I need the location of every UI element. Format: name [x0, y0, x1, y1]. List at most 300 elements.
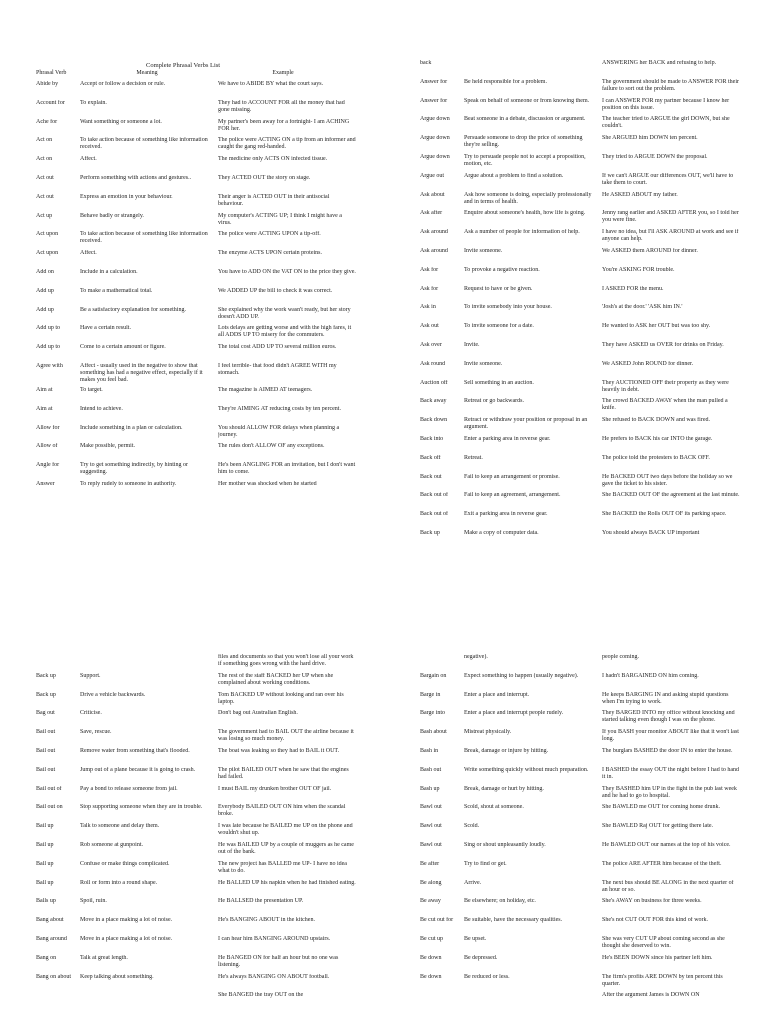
phrasal-verb-cell: Abide by: [36, 81, 59, 87]
example-cell: He ASKED ABOUT my father.: [602, 191, 678, 198]
phrasal-verb-cell: Back off: [420, 454, 441, 461]
phrasal-verb-cell: Ball up: [36, 879, 54, 886]
table-row: [36, 462, 356, 481]
example-cell: You should always BACK UP important: [602, 529, 700, 536]
table-row: [420, 955, 740, 974]
meaning-cell: [464, 60, 602, 79]
phrasal-verb-cell: Aim at: [36, 405, 53, 412]
phrasal-verb-cell: Auction off: [420, 379, 448, 386]
phrasal-verb-cell: Back up: [420, 529, 440, 536]
table-row: [420, 361, 740, 380]
meaning-cell: Sing or shout unpleasantly loudly.: [464, 841, 546, 848]
meaning-cell: Be held responsible for a problem.: [464, 78, 547, 85]
example-cell: Lots delays are getting worse and with the high fares, it all ADDS UP TO misery for the commuters.: [218, 325, 352, 339]
example-cell: You should ALLOW FOR delays when planning a journey.: [218, 424, 340, 438]
meaning-cell: Break, damage or injure by hitting.: [464, 747, 549, 754]
table-row: [420, 511, 740, 530]
meaning-cell: Enter a place and interrupt people rudely.: [464, 710, 564, 717]
example-cell: We ASKED them AROUND for dinner.: [602, 247, 698, 254]
meaning-cell: Include something in a plan or calculation.: [80, 424, 183, 431]
bottom-right-rows: [420, 654, 740, 1011]
phrasal-verb-cell: Act on: [36, 156, 53, 163]
example-cell: He's been ANGLING FOR an invitation, but I don't want him to come.: [218, 462, 356, 476]
table-row: [36, 81, 356, 100]
phrasal-verb-cell: Argue down: [420, 116, 450, 123]
table-row: [420, 210, 740, 229]
bottom-right-panel: [420, 654, 740, 1011]
phrasal-verb-cell: Ache for: [36, 118, 58, 125]
example-cell: He BALLED UP his napkin when he had finished eating.: [218, 879, 356, 886]
table-row: [420, 804, 740, 823]
example-cell: If we can't ARGUE our differences OUT, we'll have to take them to court.: [602, 172, 734, 186]
phrasal-verb-cell: Bash out: [420, 766, 442, 773]
phrasal-verb-cell: Be down: [420, 954, 442, 961]
meaning-cell: Invite someone.: [464, 247, 503, 254]
meaning-cell: Retreat.: [464, 454, 483, 461]
meaning-cell: Be depressed.: [464, 954, 498, 961]
phrasal-verb-cell: Answer: [36, 480, 55, 487]
example-cell: We ADDED UP the bill to check it was correct.: [218, 287, 333, 294]
meaning-cell: Request to have or be given.: [464, 285, 533, 292]
phrasal-verb-cell: Bash about: [420, 729, 447, 736]
table-row: [36, 443, 356, 462]
phrasal-verb-cell: Bail out: [36, 729, 56, 736]
meaning-cell: To take action because of something like information received.: [80, 231, 208, 245]
meaning-cell: To make a mathematical total.: [80, 287, 153, 294]
phrasal-verb-cell: Be down: [420, 973, 442, 980]
table-row: [36, 406, 356, 425]
example-cell: Everybody BAILED OUT ON him when the scandal broke.: [218, 804, 346, 818]
example-cell: I can ANSWER FOR my partner because I know her position on this issue.: [602, 97, 730, 111]
meaning-cell: To provoke a negative reaction.: [464, 266, 540, 273]
meaning-cell: Invite someone.: [464, 360, 503, 367]
table-row: [36, 387, 356, 406]
phrasal-verb-cell: Ask after: [420, 210, 443, 217]
phrasal-verb-cell: Ask out: [420, 323, 439, 330]
phrasal-verb-cell: Argue down: [420, 153, 450, 160]
table-row: [420, 530, 740, 549]
table-row: [36, 748, 356, 767]
phrasal-verb-cell: Add on: [36, 268, 54, 275]
phrasal-verb-cell: Bail out of: [36, 785, 62, 792]
table-row: [36, 936, 356, 955]
example-cell: The police were ACTING ON a tip from an informer and caught the gang red-handed.: [218, 137, 356, 151]
meaning-cell: Break, damage or hurt by hitting.: [464, 785, 544, 792]
example-cell: He BACKED OUT two days before the holiday so we gave the ticket to his sister.: [602, 473, 733, 487]
example-cell: The police were ACTING UPON a tip-off.: [218, 231, 321, 238]
table-row: [36, 786, 356, 805]
example-cell: She BAWLED Raj OUT for getting there late.: [602, 823, 714, 830]
example-cell: The government had to BAIL OUT the airline because it was losing so much money.: [218, 729, 354, 743]
example-cell: The burglars BASHED the door IN to enter the house.: [602, 747, 733, 754]
meaning-cell: Persuade someone to drop the price of something they're selling.: [464, 135, 583, 149]
phrasal-verb-cell: Balls up: [36, 898, 56, 905]
header-meaning: Meaning: [136, 70, 158, 76]
meaning-cell: Move in a place making a lot of noise.: [80, 935, 173, 942]
example-cell: She BANGED the tray OUT on the: [218, 992, 304, 999]
table-row: [36, 898, 356, 917]
meaning-cell: Pay a bond to release someone from jail.: [80, 785, 178, 792]
phrasal-verb-cell: Be cut up: [420, 935, 443, 942]
meaning-cell: Criticise.: [80, 710, 102, 717]
phrasal-verb-cell: Back up: [36, 672, 56, 679]
example-cell: She BAWLED me OUT for coming home drunk.: [602, 804, 721, 811]
meaning-cell: Scold.: [464, 823, 480, 830]
example-cell: The magazine is AIMED AT teenagers.: [218, 386, 313, 393]
table-row: [36, 955, 356, 974]
example-cell: You have to ADD ON the VAT ON to the price they give.: [218, 268, 356, 275]
phrasal-verb-cell: Aim at: [36, 386, 53, 393]
table-row: [420, 861, 740, 880]
table-row: [36, 842, 356, 861]
table-row: [36, 861, 356, 880]
meaning-cell: Retreat or go backwards.: [464, 398, 524, 405]
meaning-cell: Invite.: [464, 341, 480, 348]
meaning-cell: Try to get something indirectly, by hinting or suggesting.: [80, 462, 189, 476]
meaning-cell: Talk at great length.: [80, 954, 128, 961]
example-cell: Tom BACKED UP without looking and ran over his laptop.: [218, 691, 344, 705]
phrasal-verb-cell: Be cut out for: [420, 917, 454, 924]
example-cell: The crowd BACKED AWAY when the man pulled a knife.: [602, 398, 728, 412]
meaning-cell: Accept or follow a decision or rule.: [80, 81, 166, 87]
meaning-cell: Ask a number of people for information of help.: [464, 229, 580, 236]
meaning-cell: Enquire about someone's health, how life is going.: [464, 210, 586, 217]
table-row: [36, 307, 356, 326]
meaning-cell: Beat someone in a debate, discussion or argument.: [464, 116, 586, 123]
phrasal-verb-cell: Ask around: [420, 247, 448, 254]
phrasal-verb-cell: Back up: [36, 691, 56, 698]
meaning-cell: Mistreat physically.: [464, 729, 512, 736]
table-row: [36, 823, 356, 842]
phrasal-verb-cell: Bash in: [420, 747, 439, 754]
table-row: [420, 729, 740, 748]
table-row: [420, 173, 740, 192]
example-cell: You're ASKING FOR trouble.: [602, 266, 675, 273]
phrasal-verb-cell: Add up to: [36, 344, 60, 351]
example-cell: The pilot BAILED OUT when he saw that the engines had failed.: [218, 766, 349, 780]
table-row: [420, 710, 740, 729]
bottom-left-panel: [36, 654, 356, 1011]
meaning-cell: Argue about a problem to find a solution.: [464, 172, 564, 179]
meaning-cell: Fail to keep an agreement, arrangement.: [464, 492, 561, 499]
phrasal-verb-cell: [420, 654, 464, 673]
table-row: [420, 823, 740, 842]
phrasal-verb-cell: Bail out on: [36, 804, 63, 811]
meaning-cell: Spoil, ruin.: [80, 898, 107, 905]
table-row: [36, 767, 356, 786]
table-row: [420, 135, 740, 154]
phrasal-verb-cell: Act up: [36, 212, 53, 219]
table-row: [36, 425, 356, 444]
example-cell: She was very CUT UP about coming second as she thought she deserved to win.: [602, 935, 725, 949]
meaning-cell: [80, 992, 218, 1011]
meaning-cell: Affect.: [80, 250, 97, 257]
table-row: [420, 898, 740, 917]
meaning-cell: [464, 992, 602, 1011]
example-cell: He BANGED ON for half an hour but no one was listening.: [218, 954, 339, 968]
table-row: [36, 100, 356, 119]
meaning-cell: Speak on behalf of someone or from knowing them.: [464, 97, 590, 104]
phrasal-verb-cell: Bag out: [36, 710, 55, 717]
meaning-cell: To take action because of something like information received.: [80, 137, 208, 151]
example-cell: The teacher tried to ARGUE the girl DOWN, but she couldn't.: [602, 116, 730, 130]
table-row: [420, 974, 740, 993]
phrasal-verb-cell: Act on: [36, 137, 53, 144]
example-cell: He prefers to BACK his car INTO the garage.: [602, 435, 713, 442]
table-row: [36, 137, 356, 156]
phrasal-verb-cell: Bang around: [36, 935, 67, 942]
example-cell: They had to ACCOUNT FOR all the money that had gone missing.: [218, 99, 345, 113]
table-row: [420, 692, 740, 711]
phrasal-verb-cell: Ask about: [420, 191, 445, 198]
example-cell: 'Josh's at the door.' 'ASK him IN.': [602, 304, 683, 311]
meaning-cell: Stop supporting someone when they are in trouble.: [80, 804, 203, 811]
example-cell: They BARGED INTO my office without knocking and started talking even though I was on the phone.: [602, 710, 735, 724]
example-cell: He's always BANGING ON ABOUT football.: [218, 973, 330, 980]
phrasal-verb-cell: [36, 992, 80, 1011]
example-cell: The firm's profits ARE DOWN by ten percent this quarter.: [602, 973, 723, 987]
example-cell: I have no idea, but I'll ASK AROUND at work and see if anyone can help.: [602, 229, 739, 243]
phrasal-verb-cell: Add up: [36, 306, 54, 313]
example-cell: people coming.: [602, 654, 639, 660]
table-row: [36, 175, 356, 194]
meaning-cell: Make possible, permit.: [80, 443, 135, 450]
example-cell: She's AWAY on business for three weeks.: [602, 898, 702, 905]
table-row: [36, 974, 356, 993]
meaning-cell: Arrive.: [464, 879, 482, 886]
example-cell: The government should be made to ANSWER FOR their failure to sort out the problem.: [602, 78, 739, 92]
meaning-cell: Fail to keep an arrangement or promise.: [464, 473, 560, 480]
table-row: [420, 60, 740, 79]
meaning-cell: To invite someone for a date.: [464, 323, 534, 330]
example-cell: He BAWLED OUT our names at the top of his voice.: [602, 841, 731, 848]
meaning-cell: Scold, shout at someone.: [464, 804, 524, 811]
phrasal-verb-cell: Be after: [420, 860, 440, 867]
example-cell: ANSWERING her BACK and refusing to help.: [602, 60, 717, 66]
phrasal-verb-cell: Bail out: [36, 766, 56, 773]
table-row: [36, 194, 356, 213]
table-row: [420, 492, 740, 511]
example-cell: Don't bag out Australian English.: [218, 710, 298, 717]
top-right-panel: [420, 60, 740, 549]
phrasal-verb-cell: Be along: [420, 879, 442, 886]
phrasal-verb-cell: Ask for: [420, 285, 439, 292]
meaning-cell: Come to a certain amount or figure.: [80, 344, 166, 351]
table-row: [420, 748, 740, 767]
example-cell: We have to ABIDE BY what the court says.: [218, 81, 324, 87]
meaning-cell: Remove water from something that's flooded.: [80, 747, 190, 754]
table-row: [36, 119, 356, 138]
phrasal-verb-cell: Bail up: [36, 841, 54, 848]
table-row: [420, 842, 740, 861]
example-cell: The medicine only ACTS ON infected tissue.: [218, 156, 328, 163]
example-cell: She ARGUED him DOWN ten percent.: [602, 135, 698, 142]
example-cell: My computer's ACTING UP; I think I might have a virus.: [218, 212, 342, 226]
table-row: [420, 79, 740, 98]
meaning-cell: Roll or form into a round shape.: [80, 879, 158, 886]
table-row: [420, 267, 740, 286]
table-row: [420, 880, 740, 899]
example-cell: She explained why the work wasn't ready, but her story doesn't ADD UP.: [218, 306, 351, 320]
meaning-cell: Behave badly or strangely.: [80, 212, 144, 219]
phrasal-verb-cell: Ball up: [36, 860, 54, 867]
table-row: [36, 231, 356, 250]
top-left-panel: [36, 60, 356, 500]
table-row: [36, 917, 356, 936]
example-cell: The police ARE AFTER him because of the theft.: [602, 860, 722, 867]
phrasal-verb-cell: Bash up: [420, 785, 440, 792]
meaning-cell: Retract or withdraw your position or proposal in an argument.: [464, 417, 588, 431]
table-row: [420, 98, 740, 117]
example-cell: I BASHED the essay OUT the night before I had to hand it in.: [602, 766, 740, 780]
meaning-cell: Make a copy of computer data.: [464, 529, 539, 536]
table-row: [420, 786, 740, 805]
phrasal-verb-cell: Back out of: [420, 511, 448, 518]
meaning-cell: Support.: [80, 672, 101, 679]
example-cell: I ASKED FOR the menu.: [602, 285, 664, 292]
example-cell: The total cost ADD UP TO several million euros.: [218, 344, 337, 351]
phrasal-verb-cell: Act out: [36, 193, 54, 200]
phrasal-verb-cell: back: [420, 60, 432, 66]
phrasal-verb-cell: Ask round: [420, 360, 446, 367]
meaning-cell: Try to persuade people not to accept a proposition, motion, etc.: [464, 153, 586, 167]
table-row: [420, 417, 740, 436]
example-cell: The boat was leaking so they had to BAIL it OUT.: [218, 747, 340, 754]
table-row: [36, 156, 356, 175]
phrasal-verb-cell: [36, 654, 80, 673]
table-row: [420, 917, 740, 936]
meaning-cell: Be reduced or less.: [464, 973, 510, 980]
table-row: [420, 304, 740, 323]
table-row: [36, 804, 356, 823]
table-row: [420, 474, 740, 493]
table-row: [36, 710, 356, 729]
phrasal-verb-cell: Allow of: [36, 443, 58, 450]
example-cell: If you BASH your monitor ABOUT like that it won't last long.: [602, 729, 739, 743]
example-cell: He was BAILED UP by a couple of muggers as he came out of the bank.: [218, 841, 354, 855]
phrasal-verb-cell: Angle for: [36, 462, 60, 469]
header-verb: Phrasal Verb: [36, 70, 67, 76]
meaning-cell: Enter a place and interrupt.: [464, 691, 530, 698]
table-row: [420, 286, 740, 305]
table-row: [420, 436, 740, 455]
phrasal-verb-cell: Ask over: [420, 341, 442, 348]
example-cell: The rest of the staff BACKED her UP when she complained about working conditions.: [218, 672, 334, 686]
table-row: [36, 363, 356, 387]
table-row: [36, 654, 356, 673]
meaning-cell: Expect something to happen (usually negative).: [464, 672, 579, 679]
phrasal-verb-cell: Agree with: [36, 362, 63, 369]
example-cell: He's BEEN DOWN since his partner left him.: [602, 954, 713, 961]
example-cell: They BASHED him UP in the fight in the pub last week and he had to go to hospital.: [602, 785, 737, 799]
phrasal-verb-cell: Act out: [36, 174, 54, 181]
meaning-cell: Be elsewhere; on holiday, etc.: [464, 898, 536, 905]
table-row: [420, 455, 740, 474]
meaning-cell: Confuse or make things complicated.: [80, 860, 170, 867]
example-cell: files and documents so that you won't lose all your work if something goes wrong with the hard drive.: [218, 654, 354, 667]
meaning-cell: [80, 654, 218, 673]
meaning-cell: To invite somebody into your house.: [464, 304, 552, 311]
meaning-cell: Include in a calculation.: [80, 268, 138, 275]
table-row: [420, 398, 740, 417]
meaning-cell: To explain.: [80, 99, 107, 106]
phrasal-verb-cell: Back out of: [420, 492, 448, 499]
phrasal-verb-cell: Bang about: [36, 917, 64, 924]
table-row: [420, 654, 740, 673]
meaning-cell: Intend to achieve.: [80, 405, 123, 412]
phrasal-verb-cell: Bang on: [36, 954, 57, 961]
example-cell: We ASKED John ROUND for dinner.: [602, 360, 694, 367]
phrasal-verb-cell: Act upon: [36, 231, 59, 238]
example-cell: Her mother was shocked when he started: [218, 480, 317, 487]
table-row: [36, 288, 356, 307]
example-cell: She's not CUT OUT FOR this kind of work.: [602, 917, 709, 924]
phrasal-verb-cell: Bargain on: [420, 672, 447, 679]
table-row: [420, 767, 740, 786]
meaning-cell: Be upset.: [464, 935, 487, 942]
phrasal-verb-cell: Bang on about: [36, 973, 71, 980]
phrasal-verb-cell: Back out: [420, 473, 442, 480]
table-row: [420, 192, 740, 211]
meaning-cell: Ask how someone is doing, especially professionally and in terms of health.: [464, 191, 592, 205]
meaning-cell: negative).: [464, 654, 488, 660]
example-cell: I was late because he BAILED me UP on the phone and wouldn't shut up.: [218, 823, 353, 837]
phrasal-verb-cell: Back into: [420, 435, 444, 442]
meaning-cell: Affect - usually used in the negative to show that something has had a negative effect, especially if it makes you feel bad.: [80, 362, 203, 383]
example-cell: The next bus should BE ALONG in the next quarter of an hour or so.: [602, 879, 734, 893]
phrasal-verb-cell: Argue out: [420, 172, 445, 179]
meaning-cell: Try to find or get.: [464, 860, 507, 867]
top-right-rows: [420, 60, 740, 549]
meaning-cell: Move in a place making a lot of noise.: [80, 917, 173, 924]
table-header: [36, 70, 352, 77]
meaning-cell: Enter a parking area in reverse gear.: [464, 435, 551, 442]
meaning-cell: To reply rudely to someone in authority.: [80, 480, 177, 487]
table-row: [420, 992, 740, 1011]
phrasal-verb-cell: Bail up: [36, 823, 54, 830]
table-row: [36, 992, 356, 1011]
table-row: [420, 673, 740, 692]
phrasal-verb-cell: Back down: [420, 417, 448, 424]
table-row: [420, 936, 740, 955]
meaning-cell: Exit a parking area in reverse gear.: [464, 511, 548, 518]
example-cell: She BACKED the Rolls OUT OF its parking space.: [602, 511, 727, 518]
example-cell: They AUCTIONED OFF their property as they were heavily in debt.: [602, 379, 729, 393]
meaning-cell: Be a satisfactory explanation for something.: [80, 306, 186, 313]
example-cell: He keeps BARGING IN and asking stupid questions when I'm trying to work.: [602, 691, 729, 705]
phrasal-verb-cell: Bawl out: [420, 804, 442, 811]
example-cell: She refused to BACK DOWN and was fired.: [602, 417, 710, 424]
bottom-left-rows: [36, 654, 356, 1011]
example-cell: The new project has BALLED me UP- I have no idea what to do.: [218, 860, 347, 874]
example-cell: They have ASKED us OVER for drinks on Friday.: [602, 341, 724, 348]
table-row: [420, 229, 740, 248]
phrasal-verb-cell: Account for: [36, 99, 65, 106]
meaning-cell: Rob someone at gunpoint.: [80, 841, 143, 848]
table-row: [36, 673, 356, 692]
document-title: Complete Phrasal Verbs List: [146, 62, 221, 69]
table-row: [36, 880, 356, 899]
meaning-cell: Jump out of a plane because it is going to crash.: [80, 766, 196, 773]
phrasal-verb-cell: Bail out: [36, 747, 56, 754]
phrasal-verb-cell: Barge into: [420, 710, 446, 717]
meaning-cell: Want something or someone a lot.: [80, 118, 162, 125]
example-cell: She BACKED OUT OF the agreement at the last minute.: [602, 492, 740, 499]
meaning-cell: Write something quickly without much preparation.: [464, 766, 589, 773]
table-row: [420, 323, 740, 342]
example-cell: They ACTED OUT the story on stage.: [218, 174, 311, 181]
table-row: [36, 250, 356, 269]
